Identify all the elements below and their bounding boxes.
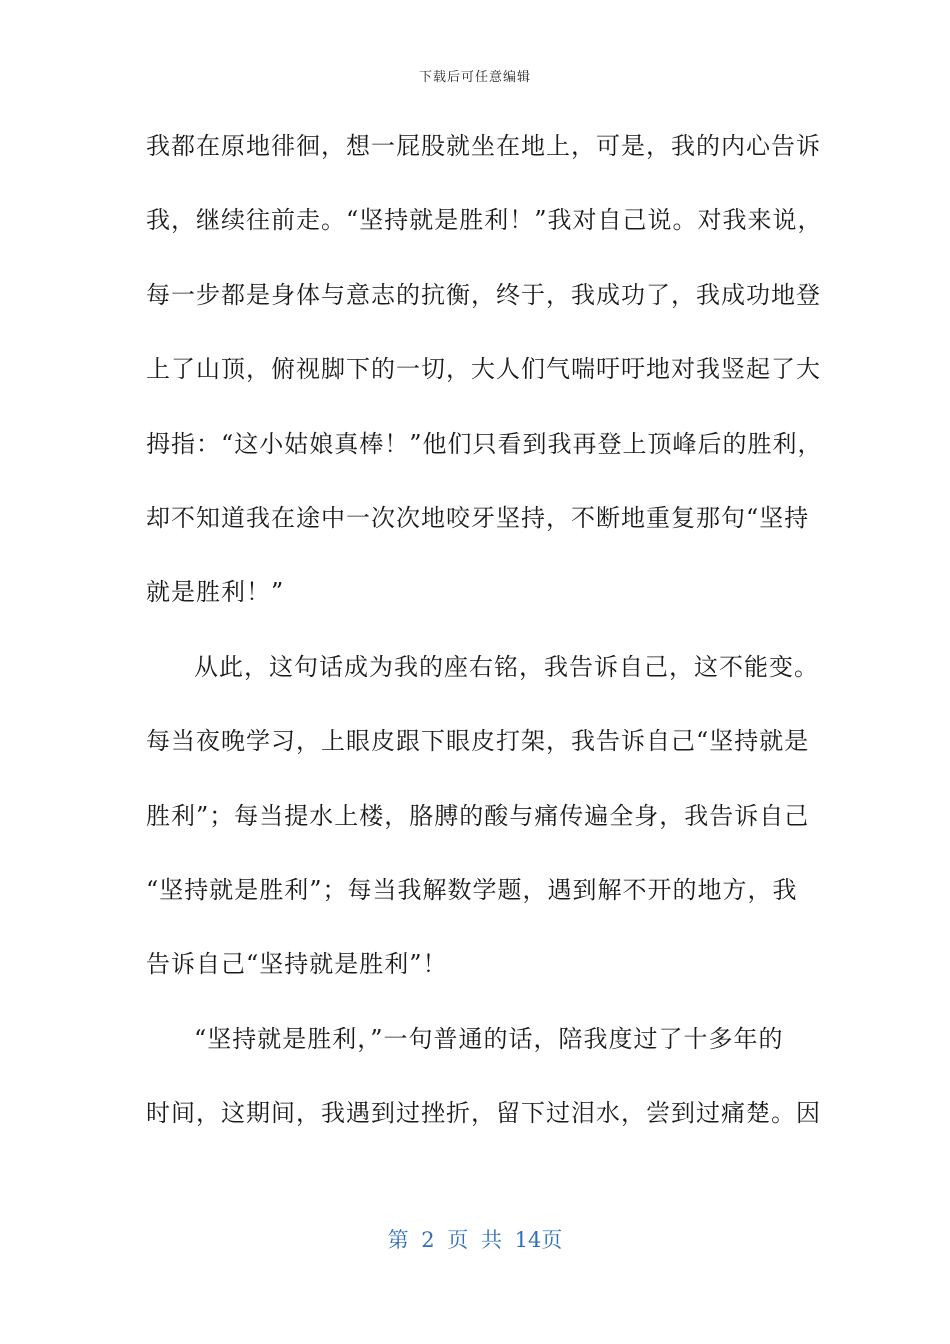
paragraph-first-line: 从此，这句话成为我的座右铭，我告诉自己，这不能变。 [194,652,819,681]
page-header: 下载后可任意编辑 [418,70,531,85]
text-line: 时间，这期间，我遇到过挫折，留下过泪水，尝到过痛楚。因 [146,1099,821,1128]
text-line: 胜利”；每当提水上楼，胳膊的酸与痛传遍全身，我告诉自己 [146,801,810,830]
text-line: 每一步都是身体与意志的抗衡，终于，我成功了，我成功地登 [146,280,821,309]
paragraph-first-line: “坚持就是胜利，”一句普通的话，陪我度过了十多年的 [194,1024,784,1053]
text-line: 拇指：“这小姑娘真棒！”他们只看到我再登上顶峰后的胜利， [146,429,823,458]
text-line: 告诉自己“坚持就是胜利”！ [146,950,448,979]
text-line: 上了山顶，俯视脚下的一切，大人们气喘吁吁地对我竖起了大 [146,355,821,384]
text-line: “坚持就是胜利”；每当我解数学题，遇到解不开的地方，我 [146,875,798,904]
text-line: 我都在原地徘徊，想一屁股就坐在地上，可是，我的内心告诉 [146,132,821,160]
text-line: 就是胜利！” [146,578,285,607]
text-line: 每当夜晚学习，上眼皮跟下眼皮打架，我告诉自己“坚持就是 [146,727,810,756]
text-line: 我，继续往前走。“坚持就是胜利！”我对自己说。对我来说， [146,206,823,235]
text-line: 却不知道我在途中一次次地咬牙坚持，不断地重复那句“坚持 [146,503,810,532]
body-text [146,120,823,1161]
page-footer: 第 2 页 共 14页 [387,1228,563,1252]
